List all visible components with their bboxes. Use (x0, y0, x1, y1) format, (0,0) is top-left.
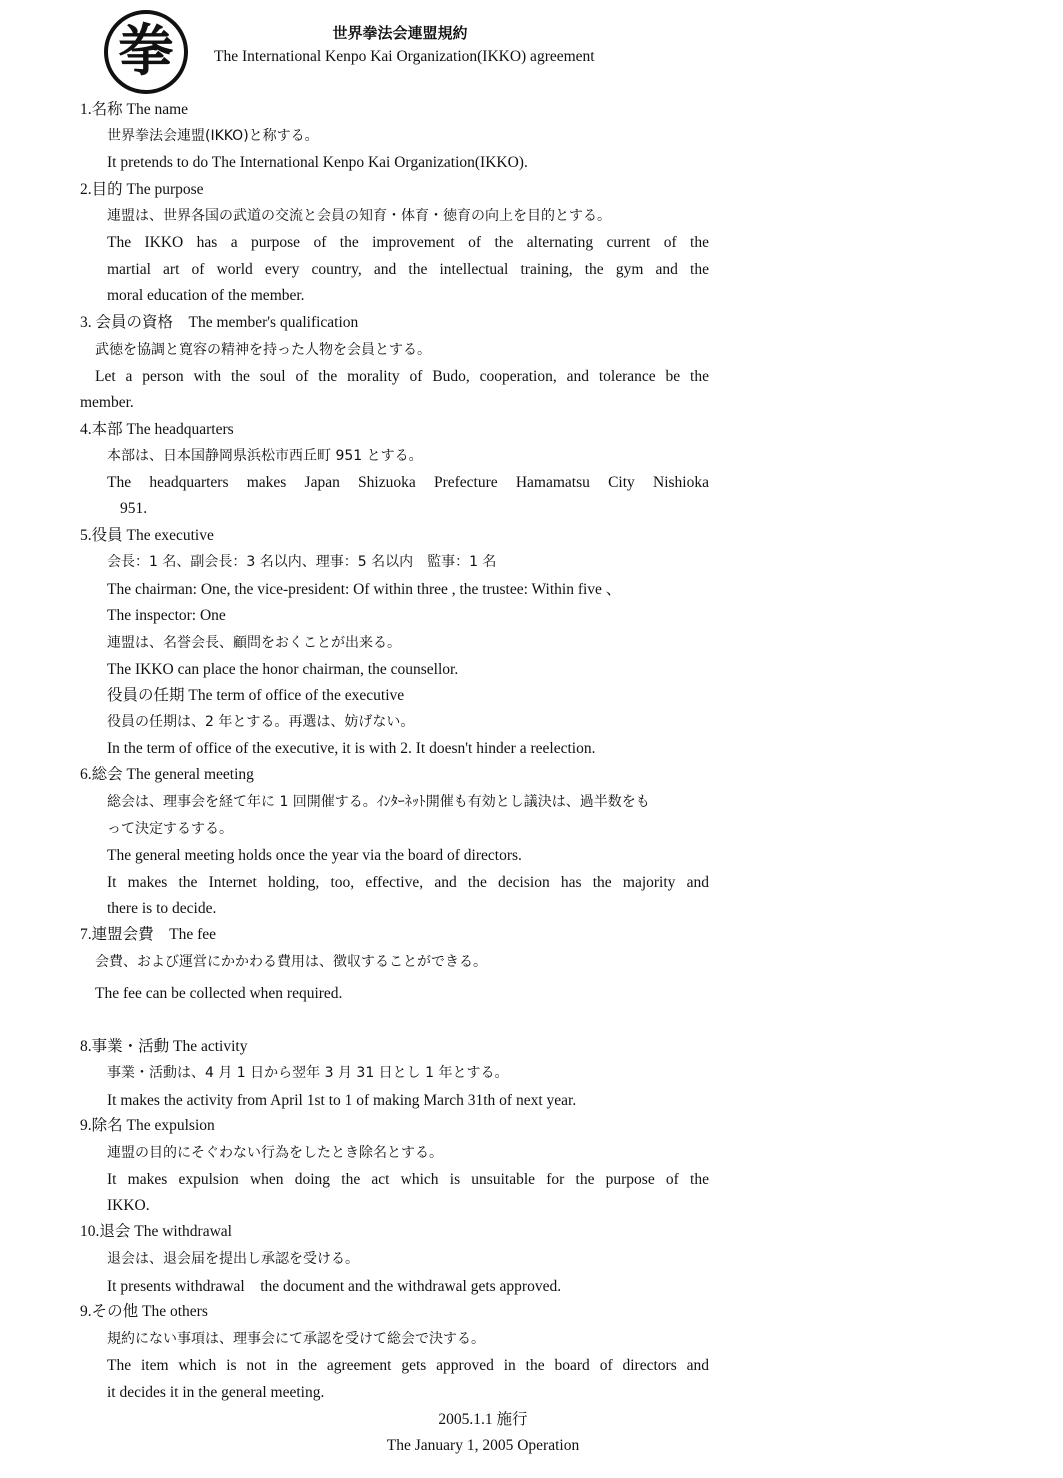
body-line: 会長：1 名、副会長：3 名以内、理事：5 名以内 監事：1 名 (107, 554, 497, 570)
title-japanese: 世界拳法会連盟規約 (332, 26, 468, 42)
section-heading-others: 9.その他 The others (80, 1303, 208, 1320)
section-heading-withdrawal: 10.退会 The withdrawal (80, 1223, 232, 1240)
body-line: The fee can be collected when required. (95, 985, 343, 1002)
body-line: It makes the Internet holding, too, effective, and the decision has the majority and (107, 874, 709, 891)
section-heading-headquarters: 4.本部 The headquarters (80, 421, 234, 438)
body-line: 会費、および運営にかかわる費用は、徴収することができる。 (95, 954, 487, 970)
body-line: 総会は、理事会を経て年に 1 回開催する。ｲﾝﾀｰﾈｯﾄ開催も有効とし議決は、過半数をも (107, 794, 650, 810)
body-line: The chairman: One, the vice-president: Of within three , the trustee: Within five 、 (107, 581, 622, 598)
body-line: Let a person with the soul of the morality of Budo, cooperation, and tolerance be the (95, 368, 709, 385)
body-line: IKKO. (107, 1197, 150, 1214)
body-line: The IKKO can place the honor chairman, the counsellor. (107, 661, 459, 678)
section-heading-fee: 7.連盟会費 The fee (80, 926, 217, 943)
section-heading-activity: 8.事業・活動 The activity (80, 1038, 248, 1055)
body-line: 退会は、退会届を提出し承認を受ける。 (107, 1251, 359, 1267)
body-line: 世界拳法会連盟(IKKO)と称する。 (107, 128, 319, 144)
body-line: 本部は、日本国静岡県浜松市西丘町 951 とする。 (107, 448, 423, 464)
section-heading-purpose: 2.目的 The purpose (80, 181, 204, 198)
body-line: It presents withdrawal the document and the withdrawal gets approved. (107, 1278, 562, 1295)
section-heading-general-meeting: 6.総会 The general meeting (80, 766, 254, 783)
body-line: The general meeting holds once the year via the board of directors. (107, 847, 522, 864)
body-line: 951. (120, 500, 148, 517)
logo: 拳 (104, 10, 188, 94)
body-line: 連盟の目的にそぐわない行為をしたとき除名とする。 (107, 1145, 443, 1161)
body-line: 役員の任期は、2 年とする。再選は、妨げない。 (107, 714, 415, 730)
body-line: it decides it in the general meeting. (107, 1384, 325, 1401)
body-line: martial art of world every country, and the intellectual training, the gym and the (107, 261, 709, 278)
body-line: member. (80, 394, 134, 411)
body-line: って決定するする。 (107, 821, 233, 837)
title-english: The International Kenpo Kai Organization(IKKO) agreement (214, 48, 595, 65)
body-line: moral education of the member. (107, 287, 305, 304)
body-line: It makes the activity from April 1st to 1 of making March 31th of next year. (107, 1092, 577, 1109)
body-line: 役員の任期 The term of office of the executive (107, 687, 405, 704)
body-line: The inspector: One (107, 607, 226, 624)
body-line: there is to decide. (107, 900, 217, 917)
body-line: It pretends to do The International Kenpo Kai Organization(IKKO). (107, 154, 528, 171)
body-line: It makes expulsion when doing the act which is unsuitable for the purpose of the (107, 1171, 709, 1188)
body-line: The item which is not in the agreement gets approved in the board of directors and (107, 1357, 709, 1374)
effective-date-english: The January 1, 2005 Operation (386, 1437, 580, 1454)
section-heading-name: 1.名称 The name (80, 101, 189, 118)
body-line: 事業・活動は、4 月 1 日から翌年 3 月 31 日とし 1 年とする。 (107, 1065, 509, 1081)
section-heading-expulsion: 9.除名 The expulsion (80, 1117, 215, 1134)
section-heading-qualification: 3. 会員の資格 The member's qualification (80, 314, 359, 331)
body-line: The IKKO has a purpose of the improvement of the alternating current of the (107, 234, 709, 251)
body-line: 武徳を協調と寛容の精神を持った人物を会員とする。 (95, 342, 431, 358)
body-line: 規約にない事項は、理事会にて承認を受けて総会で決する。 (107, 1331, 485, 1347)
effective-date-japanese: 2005.1.1 施行 (438, 1411, 528, 1428)
body-line: 連盟は、名誉会長、顧問をおくことが出来る。 (107, 635, 401, 651)
body-line: The headquarters makes Japan Shizuoka Prefecture Hamamatsu City Nishioka (107, 474, 709, 491)
body-line: 連盟は、世界各国の武道の交流と会員の知育・体育・徳育の向上を目的とする。 (107, 208, 611, 224)
section-heading-executive: 5.役員 The executive (80, 527, 214, 544)
body-line: In the term of office of the executive, it is with 2. It doesn't hinder a reelection. (107, 740, 596, 757)
